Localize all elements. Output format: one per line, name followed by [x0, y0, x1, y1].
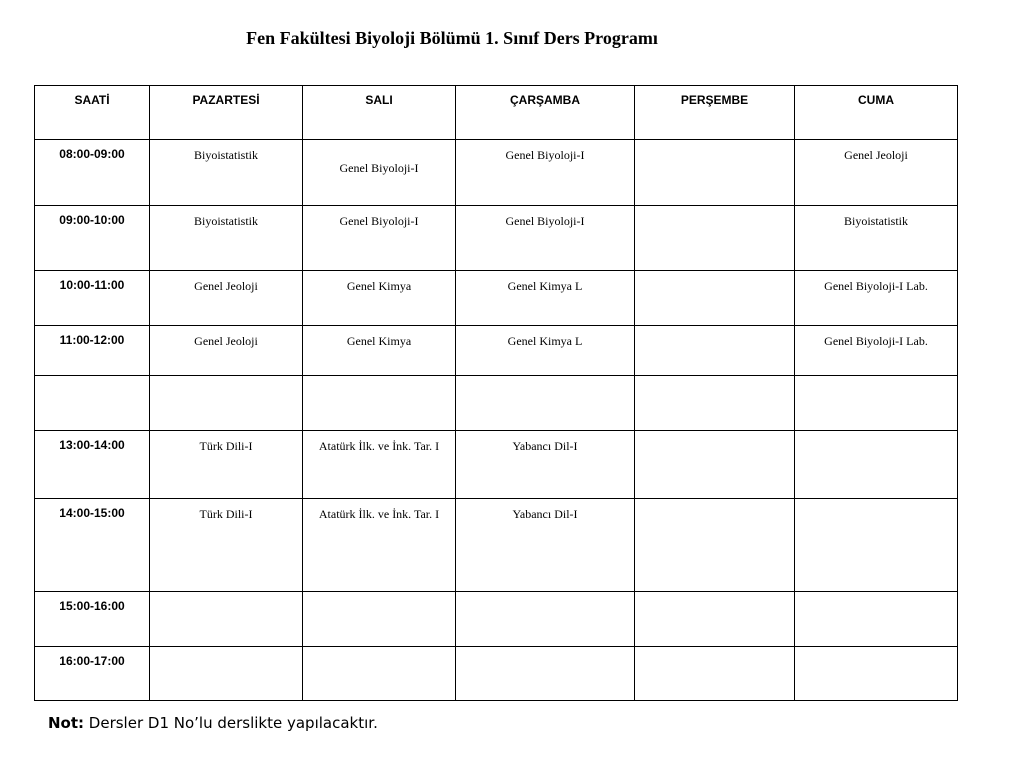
course-cell: Genel Kimya — [303, 271, 456, 326]
column-header-tuesday: SALI — [303, 86, 456, 140]
course-cell — [635, 376, 795, 431]
table-row — [35, 431, 958, 499]
course-cell — [795, 592, 958, 647]
time-slot: 14:00-15:00 — [35, 499, 150, 592]
course-cell — [795, 647, 958, 701]
time-slot: 16:00-17:00 — [35, 647, 150, 701]
course-cell: Genel Jeoloji — [150, 326, 303, 376]
course-cell — [303, 592, 456, 647]
course-cell: Genel Biyoloji-I — [303, 206, 456, 271]
course-cell: Yabancı Dil-I — [456, 431, 635, 499]
course-cell: Genel Jeoloji — [150, 271, 303, 326]
course-cell: Biyoistatistik — [795, 206, 958, 271]
table-row — [35, 326, 958, 376]
page-title: Fen Fakültesi Biyoloji Bölümü 1. Sınıf Ders Programı — [246, 28, 658, 48]
course-cell — [456, 376, 635, 431]
schedule-table — [34, 85, 958, 701]
table-row — [35, 592, 958, 647]
note-text: Dersler D1 No’lu derslikte yapılacaktır. — [84, 714, 378, 732]
table-row — [35, 140, 958, 206]
course-cell — [303, 140, 456, 206]
table-row — [35, 499, 958, 592]
course-cell: Genel Jeoloji — [795, 140, 958, 206]
column-header-monday: PAZARTESİ — [150, 86, 303, 140]
course-cell: Atatürk İlk. ve İnk. Tar. I — [303, 499, 456, 592]
course-cell: Genel Kimya — [303, 326, 456, 376]
course-cell — [795, 499, 958, 592]
course-cell — [635, 326, 795, 376]
table-row — [35, 206, 958, 271]
course-cell: Atatürk İlk. ve İnk. Tar. I — [303, 431, 456, 499]
course-cell — [795, 376, 958, 431]
table-row — [35, 647, 958, 701]
course-cell — [635, 431, 795, 499]
table-row — [35, 271, 958, 326]
course-cell: Genel Biyoloji-I Lab. — [795, 326, 958, 376]
course-cell: Biyoistatistik — [150, 206, 303, 271]
column-header-time: SAATİ — [35, 86, 150, 140]
course-cell: Yabancı Dil-I — [456, 499, 635, 592]
time-slot: 15:00-16:00 — [35, 592, 150, 647]
course-cell — [150, 592, 303, 647]
course-cell: Genel Biyoloji-I — [456, 140, 635, 206]
course-cell — [795, 431, 958, 499]
note-label: Not: — [48, 714, 85, 732]
time-slot: 08:00-09:00 — [35, 140, 150, 206]
course-cell — [150, 647, 303, 701]
course-cell-text: Genel Biyoloji-I — [339, 161, 419, 175]
time-slot: 10:00-11:00 — [35, 271, 150, 326]
time-slot: 11:00-12:00 — [35, 326, 150, 376]
course-cell: Genel Kimya L — [456, 326, 635, 376]
course-cell: Genel Biyoloji-I — [456, 206, 635, 271]
course-cell: Türk Dili-I — [150, 431, 303, 499]
column-header-friday: CUMA — [795, 86, 958, 140]
header-row — [35, 86, 958, 140]
time-slot: 09:00-10:00 — [35, 206, 150, 271]
course-cell — [635, 592, 795, 647]
course-cell: Biyoistatistik — [150, 140, 303, 206]
footer-note — [48, 714, 378, 732]
course-cell — [635, 647, 795, 701]
course-cell — [635, 499, 795, 592]
course-cell: Genel Kimya L — [456, 271, 635, 326]
course-cell — [303, 376, 456, 431]
course-cell — [303, 647, 456, 701]
column-header-wednesday: ÇARŞAMBA — [456, 86, 635, 140]
time-slot — [35, 376, 150, 431]
course-cell: Genel Biyoloji-I Lab. — [795, 271, 958, 326]
course-cell — [635, 271, 795, 326]
time-slot: 13:00-14:00 — [35, 431, 150, 499]
course-cell: Türk Dili-I — [150, 499, 303, 592]
course-cell — [150, 376, 303, 431]
course-cell — [635, 140, 795, 206]
course-cell — [456, 647, 635, 701]
course-cell — [635, 206, 795, 271]
course-cell — [456, 592, 635, 647]
table-row — [35, 376, 958, 431]
column-header-thursday: PERŞEMBE — [635, 86, 795, 140]
